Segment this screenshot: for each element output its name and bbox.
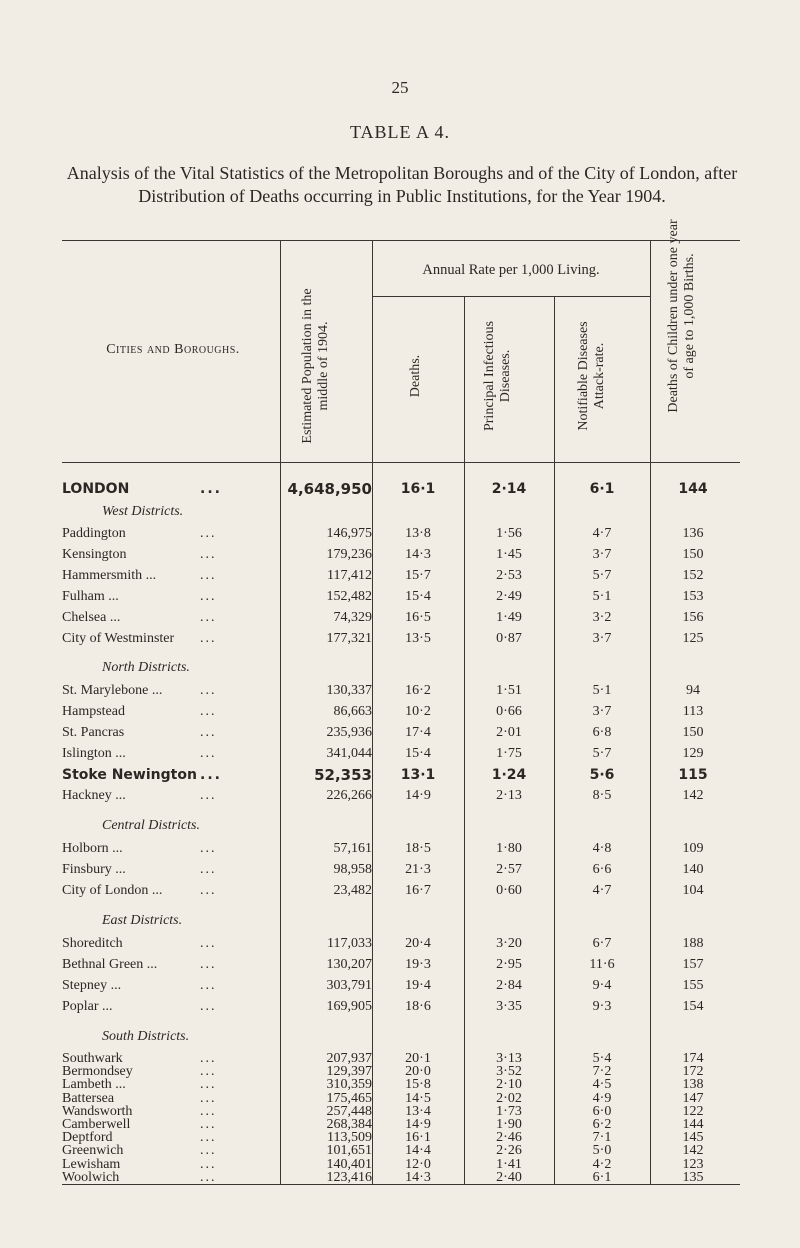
table-caption: Analysis of the Vital Statistics of the Metropolitan Boroughs and of the City of London, after Distribution of Deaths occurring in Public Institutions, for the Year 1904. — [66, 163, 738, 206]
death-rate-value: 15·4 — [405, 746, 431, 761]
population-value: 74,329 — [333, 610, 372, 625]
death-rate-value: 13·8 — [405, 526, 431, 541]
leader-dots: ... — [200, 526, 217, 541]
header-notifiable: Notifiable Diseases Attack-rate. — [576, 321, 607, 431]
death-rate-value: 12·0 — [405, 1156, 431, 1172]
infant-mortality-value: 122 — [682, 1103, 704, 1119]
notifiable-rate-value: 6·7 — [592, 936, 612, 951]
death-rate-value: 20·4 — [405, 936, 431, 951]
leader-dots: ... — [200, 978, 217, 993]
infant-mortality-value: 140 — [682, 862, 704, 877]
population-value: 310,359 — [326, 1077, 372, 1093]
notifiable-rate-value: 9·3 — [592, 999, 612, 1014]
infectious-rate-value: 2·84 — [496, 978, 522, 993]
section-heading: Central Districts. — [102, 818, 201, 833]
borough-name: Poplar ... — [62, 999, 113, 1014]
infectious-rate-value: 3·35 — [496, 999, 522, 1014]
leader-dots: ... — [200, 1130, 217, 1146]
leader-dots: ... — [200, 589, 217, 604]
borough-name: City of Westminster — [62, 631, 175, 646]
borough-name: Bermondsey — [62, 1064, 133, 1080]
leader-dots: ... — [200, 1103, 217, 1119]
borough-name: City of London ... — [62, 883, 163, 898]
notifiable-rate-value: 5·4 — [592, 1051, 612, 1066]
notifiable-rate-value: 5·6 — [589, 767, 615, 783]
infectious-rate-value: 0·87 — [496, 631, 522, 646]
infant-mortality-value: 138 — [682, 1077, 704, 1093]
leader-dots: ... — [200, 683, 217, 698]
notifiable-rate-value: 6·1 — [589, 481, 615, 497]
population-value: 130,207 — [326, 957, 372, 972]
population-value: 113,509 — [327, 1130, 372, 1146]
infectious-rate-value: 1·51 — [496, 683, 522, 698]
infant-mortality-value: 174 — [682, 1051, 704, 1066]
infectious-rate-value: 1·49 — [496, 610, 522, 625]
table-row — [0, 526, 800, 548]
infectious-rate-value: 2·57 — [496, 862, 522, 877]
notifiable-rate-value: 3·7 — [592, 631, 612, 646]
borough-name: Kensington — [62, 547, 127, 562]
death-rate-value: 18·6 — [405, 999, 431, 1014]
leader-dots: ... — [200, 841, 217, 856]
infant-mortality-value: 135 — [682, 1169, 704, 1185]
infectious-rate-value: 1·41 — [496, 1156, 522, 1172]
borough-name: Camberwell — [62, 1117, 131, 1132]
infectious-rate-value: 2·95 — [496, 957, 522, 972]
table-row — [0, 746, 800, 768]
notifiable-rate-value: 5·7 — [592, 746, 612, 761]
notifiable-rate-value: 3·7 — [592, 704, 612, 719]
population-value: 169,905 — [326, 999, 372, 1014]
infant-mortality-value: 136 — [682, 526, 704, 541]
population-value: 117,033 — [327, 936, 372, 951]
header-bottom-rule — [62, 462, 740, 463]
infant-mortality-value: 153 — [682, 589, 704, 604]
death-rate-value: 19·3 — [405, 957, 431, 972]
table-row — [0, 957, 800, 979]
infectious-rate-value: 1·80 — [496, 841, 522, 856]
infectious-rate-value: 2·01 — [496, 725, 522, 740]
leader-dots: ... — [200, 957, 217, 972]
header-annual-rate: Annual Rate per 1,000 Living. — [422, 262, 600, 278]
table-row — [0, 610, 800, 632]
leader-dots: ... — [200, 1156, 217, 1172]
population-value: 257,448 — [326, 1103, 372, 1119]
notifiable-rate-value: 5·1 — [592, 589, 612, 604]
infant-mortality-value: 155 — [682, 978, 704, 993]
infectious-rate-value: 2·26 — [496, 1143, 522, 1159]
death-rate-value: 16·2 — [405, 683, 431, 698]
leader-dots: ... — [200, 481, 222, 497]
borough-name: Islington ... — [62, 746, 126, 761]
death-rate-value: 15·8 — [405, 1077, 431, 1093]
header-deaths: Deaths. — [408, 354, 423, 398]
leader-dots: ... — [200, 1051, 217, 1066]
section-heading: South Districts. — [102, 1029, 190, 1044]
notifiable-rate-value: 4·2 — [592, 1156, 612, 1172]
population-value: 175,465 — [326, 1090, 372, 1106]
death-rate-value: 13·5 — [405, 631, 431, 646]
leader-dots: ... — [200, 1169, 217, 1185]
notifiable-rate-value: 4·7 — [592, 526, 612, 541]
infectious-rate-value: 3·13 — [496, 1051, 522, 1066]
notifiable-rate-value: 6·6 — [592, 862, 612, 877]
notifiable-rate-value: 4·9 — [592, 1090, 612, 1106]
infectious-rate-value: 3·20 — [496, 936, 522, 951]
borough-name: Lewisham — [62, 1156, 121, 1172]
infant-mortality-value: 152 — [682, 568, 704, 583]
population-value: 130,337 — [326, 683, 372, 698]
section-heading: West Districts. — [102, 504, 184, 519]
table-row — [0, 767, 800, 789]
leader-dots: ... — [200, 767, 222, 783]
population-value: 98,958 — [333, 862, 372, 877]
death-rate-value: 19·4 — [405, 978, 431, 993]
table-row — [0, 883, 800, 905]
table-row — [0, 683, 800, 705]
leader-dots: ... — [200, 936, 217, 951]
death-rate-value: 14·4 — [405, 1143, 431, 1159]
borough-name: Paddington — [62, 526, 126, 541]
borough-name: Shoreditch — [62, 936, 123, 951]
table-row — [0, 788, 800, 810]
notifiable-rate-value: 6·0 — [592, 1103, 612, 1119]
table-row — [0, 725, 800, 747]
leader-dots: ... — [200, 631, 217, 646]
infectious-rate-value: 2·40 — [496, 1169, 522, 1185]
leader-dots: ... — [200, 547, 217, 562]
leader-dots: ... — [200, 704, 217, 719]
death-rate-value: 17·4 — [405, 725, 431, 740]
borough-name: Wandsworth — [62, 1103, 133, 1119]
borough-name: Greenwich — [62, 1143, 124, 1159]
death-rate-value: 10·2 — [405, 704, 431, 719]
population-value: 23,482 — [333, 883, 372, 898]
notifiable-rate-value: 4·5 — [592, 1077, 612, 1093]
leader-dots: ... — [200, 725, 217, 740]
death-rate-value: 16·7 — [405, 883, 431, 898]
population-value: 152,482 — [326, 589, 372, 604]
population-value: 177,321 — [326, 631, 372, 646]
infectious-rate-value: 1·75 — [496, 746, 522, 761]
borough-name: Woolwich — [62, 1169, 120, 1185]
header-cities-boroughs: Cities and Boroughs. — [106, 342, 240, 357]
infant-mortality-value: 150 — [682, 547, 704, 562]
leader-dots: ... — [200, 610, 217, 625]
notifiable-rate-value: 5·1 — [592, 683, 612, 698]
infant-mortality-value: 147 — [682, 1090, 704, 1106]
leader-dots: ... — [200, 1064, 217, 1080]
table-row — [0, 481, 800, 503]
population-value: 117,412 — [327, 568, 372, 583]
infectious-rate-value: 1·45 — [496, 547, 522, 562]
borough-name: St. Marylebone ... — [62, 683, 163, 698]
table-row — [0, 999, 800, 1021]
infant-mortality-value: 115 — [678, 767, 708, 783]
table-row — [0, 1170, 800, 1192]
borough-name: Hackney ... — [62, 788, 126, 803]
infant-mortality-value: 113 — [682, 704, 704, 719]
death-rate-value: 18·5 — [405, 841, 431, 856]
table-row — [0, 704, 800, 726]
infectious-rate-value: 0·60 — [496, 883, 522, 898]
borough-name: Stepney ... — [62, 978, 122, 993]
table-row — [0, 547, 800, 569]
death-rate-value: 14·9 — [405, 788, 431, 803]
notifiable-rate-value: 9·4 — [592, 978, 612, 993]
borough-name: Battersea — [62, 1090, 115, 1106]
infectious-rate-value: 0·66 — [496, 704, 522, 719]
population-value: 341,044 — [326, 746, 372, 761]
notifiable-rate-value: 6·1 — [592, 1169, 612, 1185]
notifiable-rate-value: 6·8 — [592, 725, 612, 740]
infant-mortality-value: 144 — [678, 481, 708, 497]
death-rate-value: 14·9 — [405, 1117, 431, 1132]
borough-name: Southwark — [62, 1051, 123, 1066]
notifiable-rate-value: 3·7 — [592, 547, 612, 562]
population-value: 129,397 — [326, 1064, 372, 1080]
table-row — [0, 978, 800, 1000]
notifiable-rate-value: 3·2 — [592, 610, 612, 625]
death-rate-value: 20·0 — [405, 1064, 431, 1080]
infectious-rate-value: 2·02 — [496, 1090, 522, 1106]
death-rate-value: 13·4 — [405, 1103, 431, 1119]
infant-mortality-value: 145 — [682, 1130, 704, 1146]
infant-mortality-value: 94 — [686, 683, 700, 698]
infant-mortality-value: 150 — [682, 725, 704, 740]
death-rate-value: 14·3 — [405, 547, 431, 562]
population-value: 235,936 — [326, 725, 372, 740]
death-rate-value: 15·4 — [405, 589, 431, 604]
infant-mortality-value: 154 — [682, 999, 704, 1014]
population-value: 101,651 — [326, 1143, 372, 1159]
population-value: 4,648,950 — [287, 480, 372, 498]
leader-dots: ... — [200, 1077, 217, 1093]
leader-dots: ... — [200, 568, 217, 583]
infectious-rate-value: 2·53 — [496, 568, 522, 583]
infant-mortality-value: 156 — [682, 610, 704, 625]
death-rate-value: 16·1 — [405, 1130, 431, 1146]
population-value: 146,975 — [326, 526, 372, 541]
borough-name: Deptford — [62, 1130, 113, 1146]
table-row — [0, 841, 800, 863]
infant-mortality-value: 123 — [682, 1156, 704, 1172]
table-row — [0, 631, 800, 653]
table-row — [0, 936, 800, 958]
death-rate-value: 21·3 — [405, 862, 431, 877]
infectious-rate-value: 2·14 — [491, 481, 527, 497]
notifiable-rate-value: 4·7 — [592, 883, 612, 898]
leader-dots: ... — [200, 746, 217, 761]
notifiable-rate-value: 5·0 — [592, 1143, 612, 1159]
population-value: 123,416 — [326, 1169, 372, 1185]
borough-name: Chelsea ... — [62, 610, 121, 625]
borough-name: Bethnal Green ... — [62, 957, 158, 972]
notifiable-rate-value: 6·2 — [592, 1117, 612, 1132]
annual-rate-rule — [372, 296, 650, 297]
table-row — [0, 589, 800, 611]
notifiable-rate-value: 11·6 — [589, 957, 615, 972]
death-rate-value: 14·5 — [405, 1090, 431, 1106]
header-infectious: Principal Infectious Diseases. — [482, 320, 513, 432]
infant-mortality-value: 125 — [682, 631, 704, 646]
borough-name: Lambeth ... — [62, 1077, 126, 1093]
infectious-rate-value: 3·52 — [496, 1064, 522, 1080]
borough-name: Hampstead — [62, 704, 125, 719]
death-rate-value: 15·7 — [405, 568, 431, 583]
leader-dots: ... — [200, 788, 217, 803]
infant-mortality-value: 144 — [682, 1117, 704, 1132]
population-value: 86,663 — [333, 704, 372, 719]
borough-name: Holborn ... — [62, 841, 123, 856]
page-number: 25 — [391, 78, 409, 97]
infant-mortality-value: 142 — [682, 1143, 704, 1159]
population-value: 303,791 — [326, 978, 372, 993]
table-row — [0, 862, 800, 884]
infant-mortality-value: 142 — [682, 788, 704, 803]
section-heading: East Districts. — [102, 913, 183, 928]
header-top-rule — [62, 240, 740, 241]
infant-mortality-value: 188 — [682, 936, 704, 951]
borough-name: Finsbury ... — [62, 862, 126, 877]
infant-mortality-value: 109 — [682, 841, 704, 856]
leader-dots: ... — [200, 1117, 217, 1132]
notifiable-rate-value: 7·2 — [592, 1064, 612, 1080]
table-row — [0, 568, 800, 590]
borough-name: Hammersmith ... — [62, 568, 157, 583]
infectious-rate-value: 1·24 — [491, 767, 527, 783]
infectious-rate-value: 2·10 — [496, 1077, 522, 1093]
infectious-rate-value: 1·56 — [496, 526, 522, 541]
infant-mortality-value: 129 — [682, 746, 704, 761]
population-value: 226,266 — [326, 788, 372, 803]
infectious-rate-value: 2·49 — [496, 589, 522, 604]
notifiable-rate-value: 8·5 — [592, 788, 612, 803]
leader-dots: ... — [200, 862, 217, 877]
leader-dots: ... — [200, 999, 217, 1014]
death-rate-value: 20·1 — [405, 1051, 431, 1066]
infectious-rate-value: 1·90 — [496, 1117, 522, 1132]
leader-dots: ... — [200, 1143, 217, 1159]
table-title: TABLE A 4. — [349, 122, 451, 142]
borough-name: St. Pancras — [62, 725, 125, 740]
header-population: Estimated Population in the middle of 1904. — [300, 288, 331, 444]
population-value: 57,161 — [333, 841, 372, 856]
notifiable-rate-value: 4·8 — [592, 841, 612, 856]
population-value: 207,937 — [326, 1051, 372, 1066]
infectious-rate-value: 2·13 — [496, 788, 522, 803]
borough-name: LONDON — [62, 481, 130, 497]
population-value: 52,353 — [314, 766, 372, 784]
notifiable-rate-value: 7·1 — [592, 1130, 612, 1146]
infectious-rate-value: 1·73 — [496, 1103, 522, 1119]
leader-dots: ... — [200, 883, 217, 898]
infant-mortality-value: 157 — [682, 957, 704, 972]
death-rate-value: 16·5 — [405, 610, 431, 625]
population-value: 179,236 — [326, 547, 372, 562]
header-children: Deaths of Children under one year of age to 1,000 Births. — [666, 219, 697, 413]
infectious-rate-value: 2·46 — [496, 1130, 522, 1146]
borough-name: Fulham ... — [62, 589, 119, 604]
infant-mortality-value: 104 — [682, 883, 704, 898]
section-heading: North Districts. — [102, 660, 190, 675]
death-rate-value: 16·1 — [400, 481, 436, 497]
death-rate-value: 13·1 — [400, 767, 436, 783]
leader-dots: ... — [200, 1090, 217, 1106]
notifiable-rate-value: 5·7 — [592, 568, 612, 583]
population-value: 268,384 — [326, 1117, 372, 1132]
infant-mortality-value: 172 — [682, 1064, 704, 1080]
population-value: 140,401 — [326, 1156, 372, 1172]
borough-name: Stoke Newington — [62, 767, 197, 783]
death-rate-value: 14·3 — [405, 1169, 431, 1185]
